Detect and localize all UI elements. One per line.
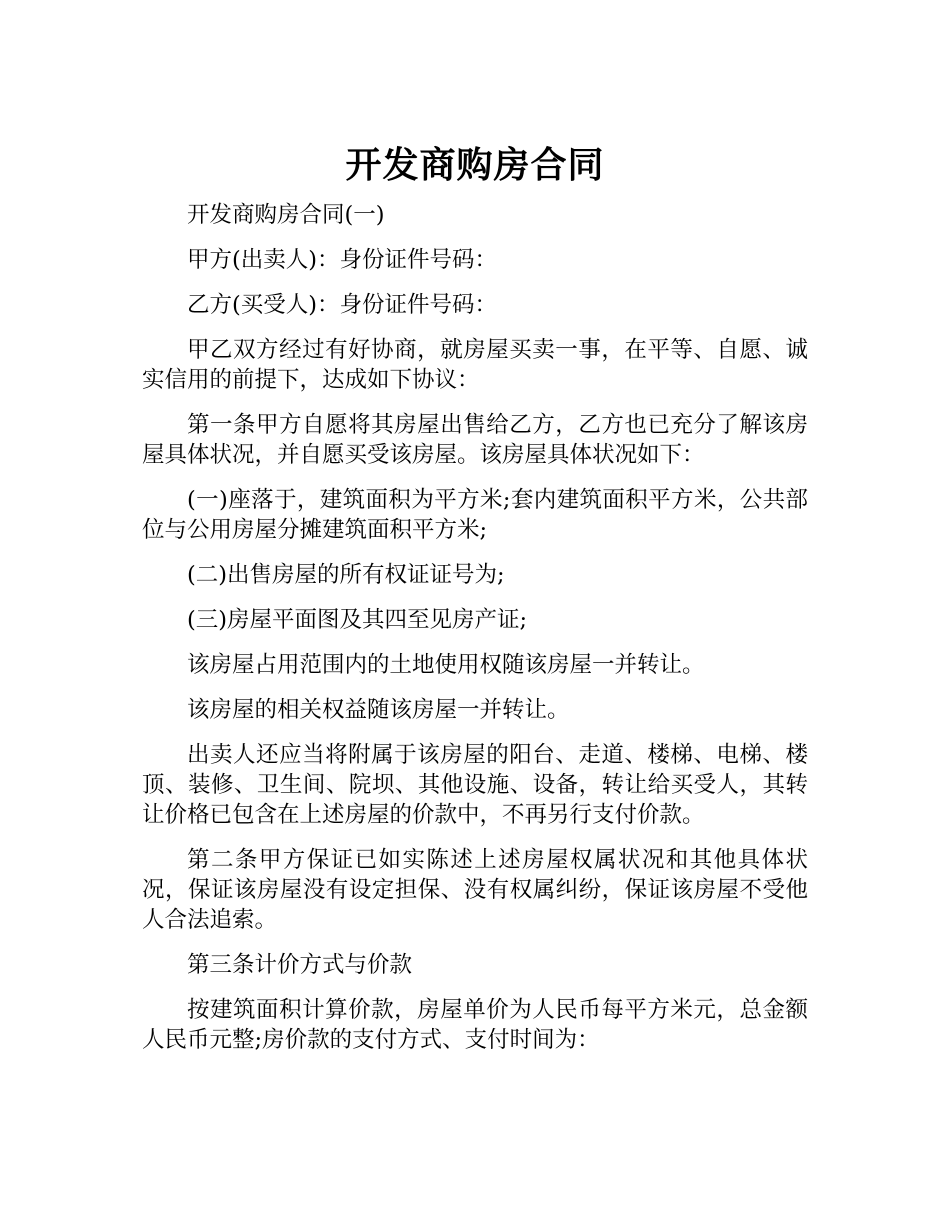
paragraph-item-1: (一)座落于，建筑面积为平方米;套内建筑面积平方米，公共部位与公用房屋分摊建筑面积平方米; bbox=[142, 487, 808, 543]
paragraph-party-a: 甲方(出卖人)：身份证件号码： bbox=[187, 247, 498, 273]
paragraph-related-rights: 该房屋的相关权益随该房屋一并转让。 bbox=[187, 697, 570, 723]
document-body bbox=[142, 200, 808, 1070]
paragraph-article-1: 第一条甲方自愿将其房屋出售给乙方，乙方也已充分了解该房屋具体状况，并自愿买受该房屋。该房屋具体状况如下： bbox=[142, 412, 808, 468]
paragraph-attachments: 出卖人还应当将附属于该房屋的阳台、走道、楼梯、电梯、楼顶、装修、卫生间、院坝、其他设施、设备，转让给买受人，其转让价格已包含在上述房屋的价款中，不再另行支付价款。 bbox=[142, 742, 808, 828]
paragraph-item-2: (二)出售房屋的所有权证证号为; bbox=[187, 562, 505, 588]
paragraph-pricing: 按建筑面积计算价款，房屋单价为人民币每平方米元，总金额人民币元整;房价款的支付方式、支付时间为： bbox=[142, 997, 808, 1053]
paragraph-subtitle: 开发商购房合同(一) bbox=[187, 202, 385, 228]
paragraph-article-2: 第二条甲方保证已如实陈述上述房屋权属状况和其他具体状况，保证该房屋没有设定担保、没有权属纠纷，保证该房屋不受他人合法追索。 bbox=[142, 847, 808, 933]
paragraph-land-rights: 该房屋占用范围内的土地使用权随该房屋一并转让。 bbox=[187, 652, 705, 678]
document-title: 开发商购房合同 bbox=[345, 145, 605, 187]
paragraph-preamble: 甲乙双方经过有好协商，就房屋买卖一事，在平等、自愿、诚实信用的前提下，达成如下协议： bbox=[142, 337, 808, 393]
paragraph-item-3: (三)房屋平面图及其四至见房产证; bbox=[187, 607, 528, 633]
paragraph-party-b: 乙方(买受人)：身份证件号码： bbox=[187, 292, 498, 318]
paragraph-article-3-heading: 第三条计价方式与价款 bbox=[187, 952, 413, 978]
